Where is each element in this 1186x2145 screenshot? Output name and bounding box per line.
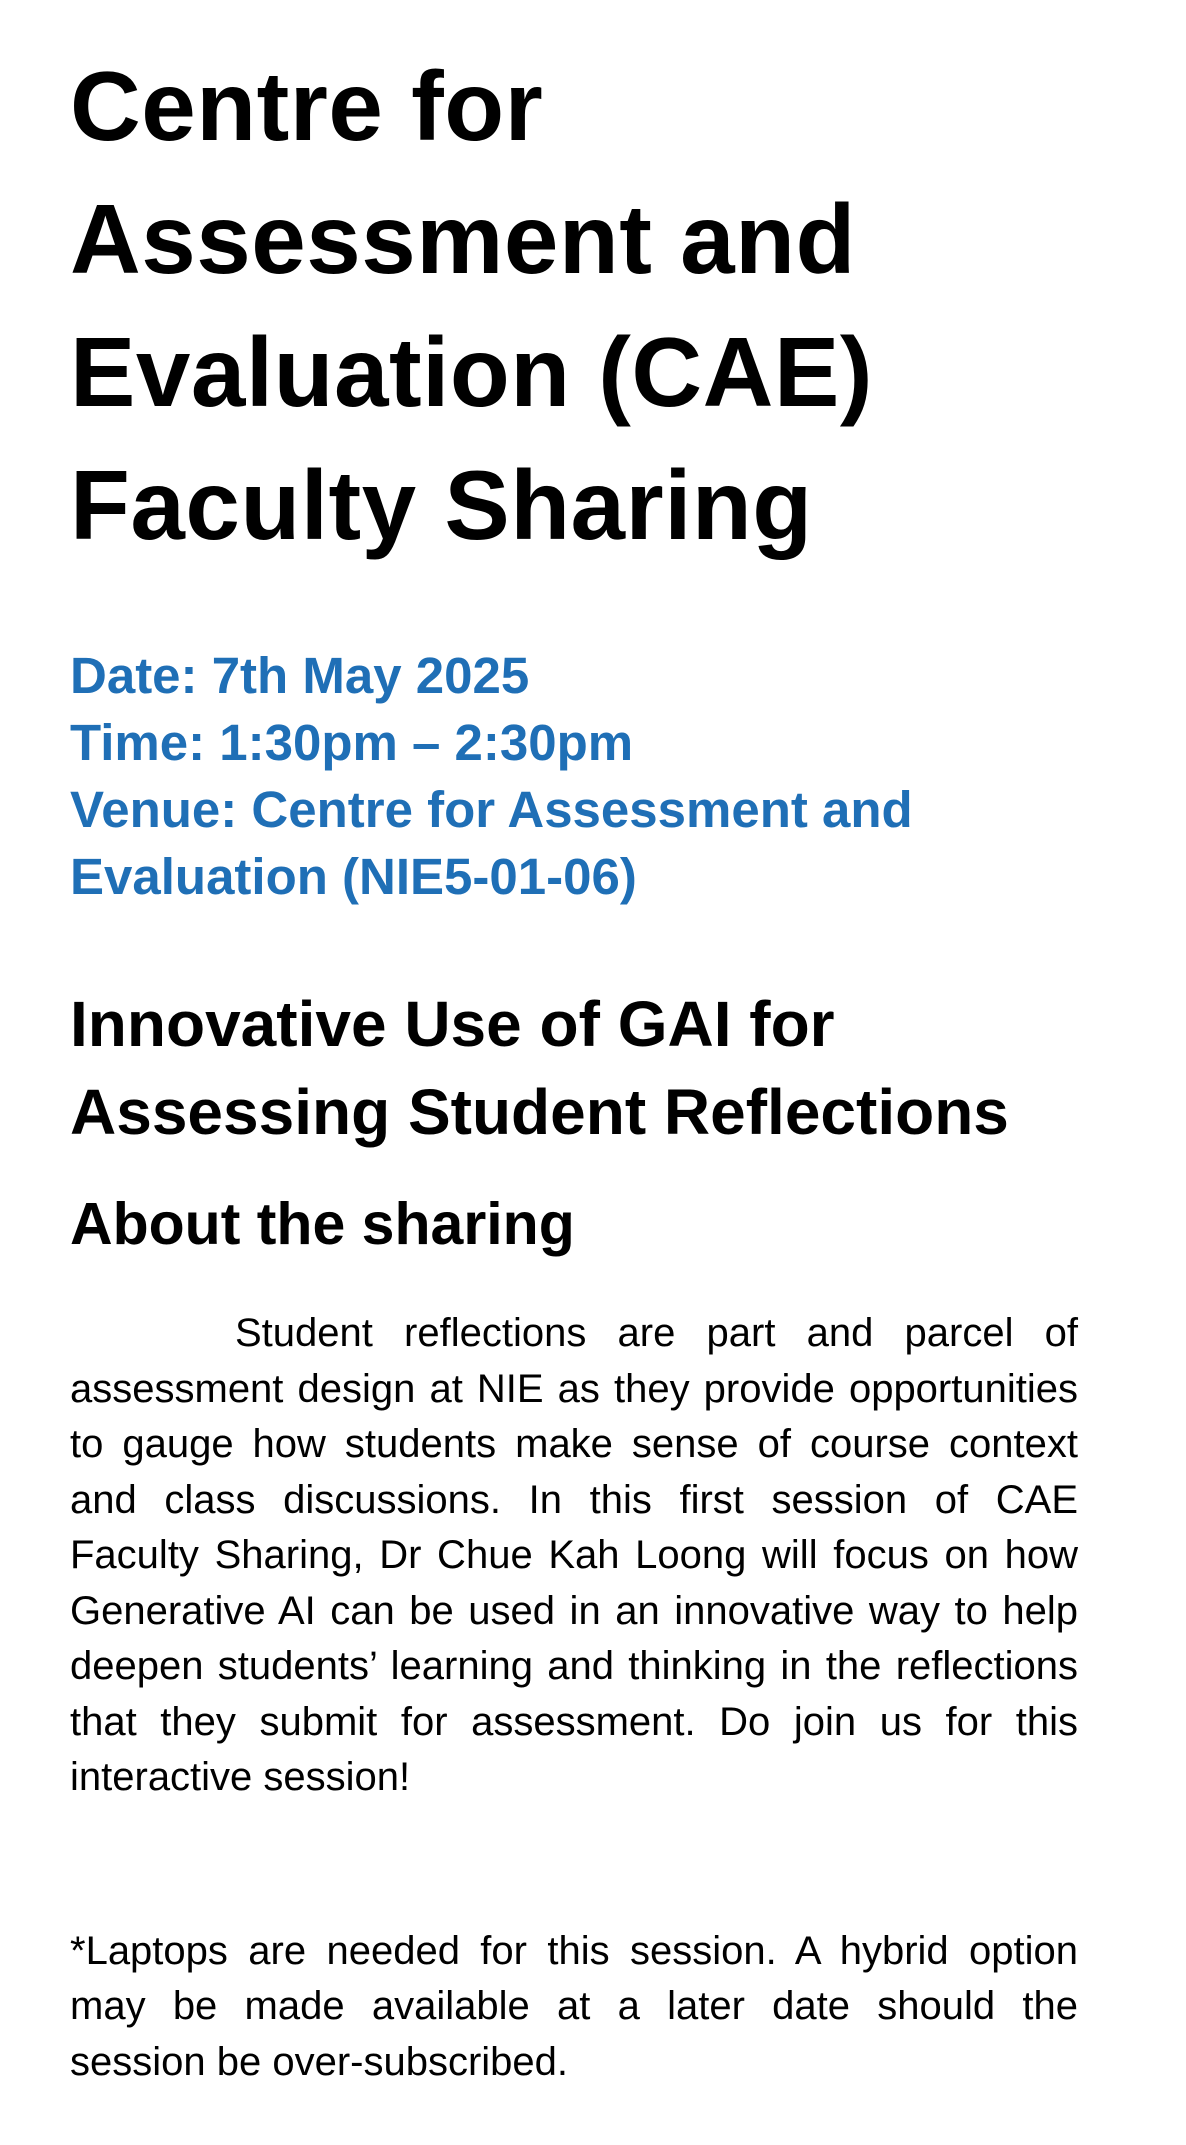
event-details — [70, 642, 1160, 910]
laptop-note: *Laptops are needed for this session. A hybrid option may be made available at a later date should the session be over-subscribed. — [70, 1928, 1078, 2084]
event-venue-line-2: Evaluation (NIE5-01-06) — [70, 848, 637, 905]
event-date: Date: 7th May 2025 — [70, 647, 530, 704]
event-venue-line-1: Venue: Centre for Assessment and — [70, 781, 913, 838]
main-title — [70, 40, 1160, 572]
session-title-line: Innovative Use of GAI for — [70, 988, 835, 1060]
session-title — [70, 980, 1160, 1156]
main-title-line: Assessment and — [70, 184, 856, 294]
about-heading: About the sharing — [70, 1191, 575, 1257]
main-title-line: Faculty Sharing — [70, 450, 813, 560]
event-time: Time: 1:30pm – 2:30pm — [70, 714, 634, 771]
flyer-page — [70, 40, 1160, 2130]
session-title-line: Assessing Student Reflections — [70, 1076, 1009, 1148]
main-title-line: Centre for — [70, 51, 544, 161]
main-title-line: Evaluation (CAE) — [70, 317, 873, 427]
about-paragraph: Student reflections are part and parcel of assessment design at NIE as they provide opportunities to gauge how students make sense of course context and class discussions. In this first session of CAE Faculty Sharing, Dr Chue Kah Loong will focus on how Generative AI can be used in an innovative way to help deepen students’ learning and thinking in the reflections that they submit for assessment. Do join us for this interactive session! — [70, 1311, 1078, 1799]
